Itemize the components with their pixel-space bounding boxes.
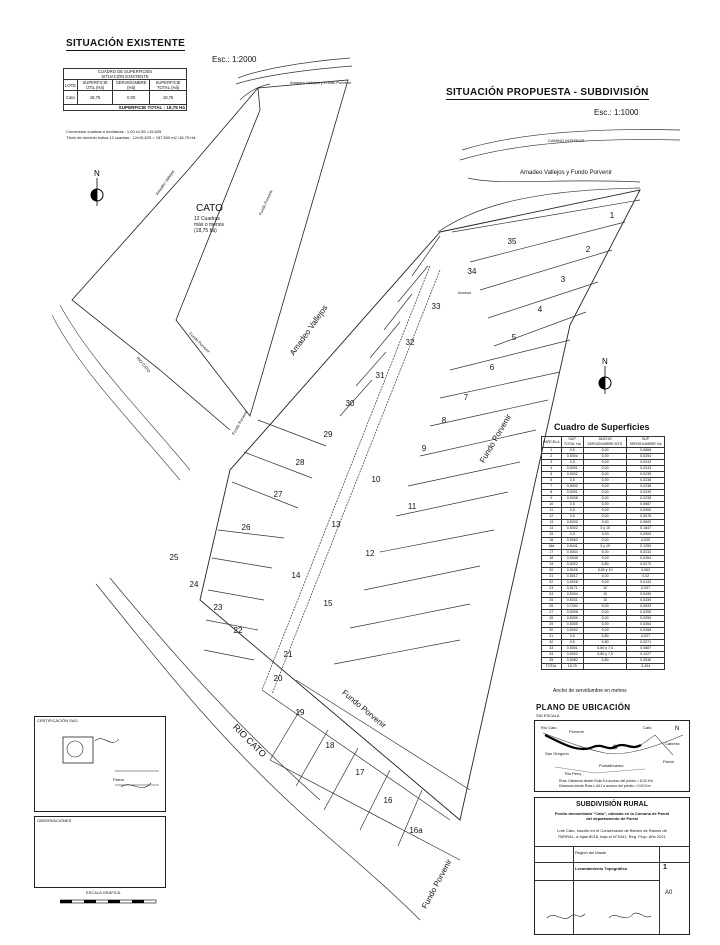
surface-cell: 5,80 y 7,5	[584, 646, 627, 652]
existing-cell-total: 18,75	[150, 91, 187, 105]
lot-25: 25	[169, 553, 179, 562]
location-note2: Distancia desde Ruta L-641 a acceso del predio = 0,00 Km	[559, 784, 651, 788]
surface-cell: 5,00	[584, 532, 627, 538]
surface-cell: 4	[542, 466, 562, 472]
lot-16a: 16a	[409, 826, 423, 835]
surface-cell: 5,00	[584, 580, 627, 586]
surface-cell: 0,5003	[561, 520, 584, 526]
surface-cell: 0,02	[627, 574, 665, 580]
surface-cell: 0,5000	[561, 484, 584, 490]
surface-cell: 0,0238	[627, 484, 665, 490]
surface-cell: 0,5004	[561, 592, 584, 598]
surface-cell: 5,80	[584, 640, 627, 646]
surface-cell: 5,00	[584, 622, 627, 628]
existing-rio: RIO CATO	[135, 355, 152, 374]
location-place-7: Rio Perq.	[565, 771, 582, 776]
proposed-road-fundo-bottom: Fundo Porvenir	[420, 857, 454, 911]
surfaces-th-parcela: PARCELA	[542, 437, 562, 448]
surface-cell: 5,80	[584, 634, 627, 640]
location-place-2: Cato	[643, 725, 652, 730]
signatures	[545, 908, 655, 928]
lot-29: 29	[323, 430, 333, 439]
surface-cell: 5	[542, 472, 562, 478]
surface-cell: 18	[542, 556, 562, 562]
surface-cell: 0,5	[561, 640, 584, 646]
surface-cell: 7	[542, 484, 562, 490]
surface-cell: 0,5082	[561, 658, 584, 664]
surface-cell: 20	[542, 568, 562, 574]
lot-32: 32	[405, 338, 415, 347]
surface-cell: 0,5008	[561, 496, 584, 502]
lot-3: 3	[560, 275, 566, 284]
lot-21: 21	[283, 650, 293, 659]
surface-cell: 0,5004	[561, 550, 584, 556]
surface-cell: 0,5001	[561, 466, 584, 472]
surface-cell: 0,5	[561, 502, 584, 508]
surface-cell: 0,5	[561, 532, 584, 538]
certification-label: CERTIFICACIÓN SAG	[37, 718, 78, 723]
lot-16: 16	[383, 796, 393, 805]
surface-cell: 5,00	[584, 484, 627, 490]
surface-cell: 15	[542, 532, 562, 538]
existing-road-fundo1: Fundo Porvenir	[257, 189, 274, 216]
surface-cell: 10	[584, 598, 627, 604]
surface-cell: 0,5004	[561, 454, 584, 460]
lot-35: 35	[507, 237, 517, 246]
surface-cell: 27	[542, 610, 562, 616]
surface-cell: 5,00	[584, 472, 627, 478]
surface-cell: 0,5006	[561, 610, 584, 616]
surface-cell: 9	[542, 496, 562, 502]
proposed-neighbor-top: Amadeo Vallejos y Fundo Porvenir	[520, 170, 612, 176]
surface-cell: 16a	[542, 544, 562, 550]
surface-cell: 19	[542, 562, 562, 568]
surface-cell: 33	[542, 646, 562, 652]
surface-cell: 0,5003	[561, 652, 584, 658]
surface-cell: 0,5002	[561, 472, 584, 478]
surface-cell: 23	[542, 586, 562, 592]
location-place-6: Puntalihuemo	[599, 763, 624, 768]
surface-cell: 21	[542, 574, 562, 580]
lot-28: 28	[295, 458, 305, 467]
lot-4: 4	[537, 305, 543, 314]
surface-cell: 0,1259	[627, 544, 665, 550]
lot-33: 33	[431, 302, 441, 311]
lot-11: 11	[407, 502, 417, 511]
lot-13: 13	[331, 520, 341, 529]
lot-31: 31	[375, 371, 385, 380]
surface-cell: 0,0243	[627, 466, 665, 472]
existing-th-util: SUPERFICIE ÚTIL (Há)	[77, 80, 112, 91]
surface-cell: 5,00	[584, 616, 627, 622]
surface-cell: 30	[542, 628, 562, 634]
surface-cell: 0,0264	[627, 622, 665, 628]
surface-cell: 0,5	[561, 634, 584, 640]
surface-cell: 0,5028	[561, 580, 584, 586]
surface-cell: 0,0243	[627, 460, 665, 466]
surface-cell: 0,0268	[627, 628, 665, 634]
surface-cell	[584, 664, 627, 670]
existing-cell-serv: 0,00	[113, 91, 150, 105]
surface-cell: 5,00	[584, 502, 627, 508]
surface-cell: 17	[542, 550, 562, 556]
surface-cell: TOTAL	[542, 664, 562, 670]
surface-cell: 5,00	[584, 448, 627, 454]
location-place-4: San Gregorio	[545, 751, 569, 756]
location-title: PLANO DE UBICACIÓN	[536, 703, 631, 712]
surface-cell: 12	[542, 514, 562, 520]
surface-cell: 8	[542, 490, 562, 496]
title-block-size: A0	[665, 890, 673, 896]
existing-lot-desc3: (18,75 há)	[194, 228, 217, 234]
lot-22: 22	[233, 626, 243, 635]
surface-cell: 0,025	[627, 538, 665, 544]
surface-cell: 5,80 y 10	[584, 568, 627, 574]
surface-cell: 29	[542, 622, 562, 628]
location-place-5: Parral	[663, 759, 674, 764]
surface-cell: 32	[542, 640, 562, 646]
location-scale: SIN ESCALA	[536, 713, 560, 718]
existing-cell-util: 18,75	[77, 91, 112, 105]
surface-cell: 0,0238	[627, 478, 665, 484]
surface-cell: 5,00	[584, 466, 627, 472]
surface-cell: 5,00	[584, 550, 627, 556]
surface-cell: 26	[542, 604, 562, 610]
north-arrow-icon	[596, 356, 614, 396]
existing-lot-name: CATO	[196, 203, 223, 214]
surface-cell: 14	[542, 526, 562, 532]
surface-cell: 0,0239	[627, 490, 665, 496]
surface-cell: 10	[584, 586, 627, 592]
observaciones-box	[34, 816, 166, 888]
existing-note2: Título de dominio indica 12 cuadras : 12x15,625 = 187.500 m2 /18,75 Há	[66, 135, 196, 140]
proposed-road-fundo-right: Fundo Porvenir	[478, 412, 514, 465]
lot-12: 12	[365, 549, 375, 558]
surface-cell: 0,0235	[627, 472, 665, 478]
surface-cell: 25	[542, 598, 562, 604]
surface-cell: 35	[542, 658, 562, 664]
surface-cell: 5,00	[584, 508, 627, 514]
existing-title: SITUACIÓN EXISTENTE	[66, 38, 186, 49]
surface-cell: 16	[542, 538, 562, 544]
existing-cell-lote: Cato	[64, 91, 78, 105]
surfaces-table	[541, 436, 665, 670]
surfaces-th-ancho: ANCHO SERVIDUMBRE MTS.	[584, 437, 627, 448]
surfaces-th-supserv: SUP. SERVIDUMBRE Há	[627, 437, 665, 448]
surface-cell: 0,037	[627, 586, 665, 592]
lot-5: 5	[511, 333, 517, 342]
surface-cell: 22	[542, 580, 562, 586]
existing-scale: Esc.: 1:2000	[212, 55, 257, 64]
surface-cell: 0,0339	[627, 598, 665, 604]
existing-th-total: SUPERFICIE TOTAL (Há)	[150, 80, 187, 91]
surface-cell: 5,00	[584, 574, 627, 580]
surface-cell: 0,5	[561, 460, 584, 466]
surface-cell: 0,0868	[627, 448, 665, 454]
lot-19: 19	[295, 708, 305, 717]
surface-cell: 0,0255	[627, 610, 665, 616]
surface-row	[542, 664, 665, 670]
existing-total: SUPERFICIE TOTAL : 18,75 Há	[64, 105, 187, 111]
surface-cell: 0,5171	[561, 586, 584, 592]
svg-text:N: N	[94, 169, 100, 178]
existing-road-fundo3: Fundo Porvenir	[230, 409, 249, 436]
lot-8: 8	[441, 416, 447, 425]
proposed-scale: Esc.: 1:1000	[594, 108, 639, 117]
surface-cell: 0,5005	[561, 622, 584, 628]
proposed-road-amadeo: Amadeo Vallejos	[288, 303, 330, 358]
surface-cell: 5,00	[584, 538, 627, 544]
surface-cell: 5,00	[584, 496, 627, 502]
existing-lot-desc1: 12 Cuadras	[194, 216, 220, 222]
surface-cell: 2	[542, 454, 562, 460]
surface-cell: 11	[542, 508, 562, 514]
surface-cell: 0,5001	[561, 490, 584, 496]
surface-cell: 0,5009	[561, 616, 584, 622]
surface-cell: 0,5017	[561, 574, 584, 580]
surface-cell: 34	[542, 652, 562, 658]
title-block-title: SUBDIVISIÓN RURAL	[576, 801, 648, 808]
surface-cell: 5,00	[584, 628, 627, 634]
proposed-rio: RIO CATO	[230, 722, 269, 760]
lot-14: 14	[291, 571, 301, 580]
surface-cell: 0,0076	[627, 514, 665, 520]
surface-cell: 0,0060	[627, 508, 665, 514]
lot-23: 23	[213, 603, 223, 612]
surface-cell: 0,5022	[561, 562, 584, 568]
surface-cell: 0,7494	[561, 604, 584, 610]
existing-th-lote: LOTE	[64, 80, 78, 91]
surface-cell: 5,00	[584, 454, 627, 460]
surface-cell: 0,5	[561, 478, 584, 484]
surface-cell: 5,00	[584, 490, 627, 496]
surface-cell: 5,00	[584, 604, 627, 610]
proposed-road-fundo-mid: Fundo Porvenir	[340, 688, 388, 731]
surface-cell: 3 y 10	[584, 544, 627, 550]
lot-24: 24	[189, 580, 199, 589]
surface-cell: 0,5002	[561, 628, 584, 634]
surface-cell: 3,454	[627, 664, 665, 670]
surface-cell: 0,5025	[561, 568, 584, 574]
surface-cell: 6	[542, 478, 562, 484]
lot-17: 17	[355, 768, 365, 777]
surface-cell: 0,0887	[627, 646, 665, 652]
surfaces-th-sup: SUP. TOTAL Há	[561, 437, 584, 448]
surface-cell: 0,5031	[561, 598, 584, 604]
existing-table-caption1: CUADRO DE SUPERFICIES	[97, 69, 153, 74]
surface-cell: 0,5049	[561, 556, 584, 562]
surface-cell: 0,8441	[561, 544, 584, 550]
surface-cell: 5,00	[584, 556, 627, 562]
title-block-desc1: Predio denominado "Cato", ubicado en la Comuna de Parral	[554, 811, 670, 816]
proposed-road-top: CAMINO INTERIOR	[548, 138, 585, 143]
location-place-1: Porvenir	[569, 729, 584, 734]
surface-cell: 5,00	[584, 514, 627, 520]
surface-cell: 0,0687	[627, 502, 665, 508]
lot-1: 1	[609, 211, 615, 220]
surface-cell: 0,0133	[627, 580, 665, 586]
surface-cell: 0,0264	[627, 556, 665, 562]
surface-cell: 10	[542, 502, 562, 508]
lot-2: 2	[585, 245, 591, 254]
surface-cell: 5,00	[584, 478, 627, 484]
proposed-title: SITUACIÓN PROPUESTA - SUBDIVISIÓN	[446, 87, 649, 98]
surface-cell: 0,0272	[627, 562, 665, 568]
existing-table-caption2: SITUACIÓN EXISTENTE	[101, 74, 149, 79]
surface-cell: 0,5063	[561, 538, 584, 544]
surfaces-note: Ancho de servidumbre en metros	[553, 688, 627, 694]
surface-cell: 0,0238	[627, 496, 665, 502]
sag-stamp	[55, 729, 165, 809]
lot-20: 20	[273, 674, 283, 683]
lot-10: 10	[371, 475, 381, 484]
surface-cell: 3	[542, 460, 562, 466]
lot-6: 6	[489, 363, 495, 372]
surface-cell: 0,0271	[627, 640, 665, 646]
surface-cell: 0,5	[561, 514, 584, 520]
surface-cell: 0,1847	[627, 526, 665, 532]
existing-road-left: Amadeo Vallejos	[154, 168, 176, 197]
surface-cell: 0,0536	[627, 658, 665, 664]
surface-cell: 0,0633	[627, 604, 665, 610]
location-place-0: Rio Cato	[541, 725, 557, 730]
location-place-3: Cabrera	[665, 741, 680, 746]
scale-bar-label: ESCALA GRÁFICA	[86, 890, 121, 895]
surface-cell: 0,0233	[627, 550, 665, 556]
surface-cell: 5,00	[584, 610, 627, 616]
surface-cell: 0,1227	[627, 652, 665, 658]
surface-cell: 0,0255	[627, 616, 665, 622]
surface-cell: 0,0430	[627, 592, 665, 598]
surface-cell: 5,00	[584, 520, 627, 526]
surface-cell: 0,062	[627, 568, 665, 574]
surface-cell: 13	[542, 520, 562, 526]
proposed-acceso: Acceso	[458, 290, 472, 295]
surface-cell: 10	[584, 592, 627, 598]
lot-27: 27	[273, 490, 283, 499]
title-block-desc4: PARRAL, a fojas 8018, bajo el N°5441, Reg. Prop. Año 2021	[558, 834, 666, 839]
lot-15: 15	[323, 599, 333, 608]
lot-7: 7	[463, 393, 469, 402]
surface-cell: 0,5002	[561, 526, 584, 532]
scale-bar	[60, 898, 160, 908]
location-north-icon: N	[675, 726, 680, 732]
surface-cell: 5,80 y 7,5	[584, 652, 627, 658]
title-block	[534, 797, 690, 935]
lot-26: 26	[241, 523, 251, 532]
title-block-region: Región del Maule	[575, 850, 607, 855]
surface-cell: 0,0909	[627, 532, 665, 538]
surface-cell: 18,75	[561, 664, 584, 670]
lot-34: 34	[467, 267, 477, 276]
surface-cell: 3 y 10	[584, 526, 627, 532]
surface-cell: 1	[542, 448, 562, 454]
lot-9: 9	[421, 444, 427, 453]
surface-cell: 0,027	[627, 634, 665, 640]
surface-cell: 0,5	[561, 448, 584, 454]
title-block-work: Levantamiento Topográfico	[575, 866, 628, 871]
surface-cell: 5,80	[584, 658, 627, 664]
surfaces-title: Cuadro de Superficies	[554, 422, 650, 432]
existing-lot-desc2: más o menos	[194, 222, 225, 228]
svg-text:N: N	[602, 357, 608, 366]
surface-cell: 0,0254	[627, 454, 665, 460]
surface-cell: 0,5	[561, 508, 584, 514]
lot-18: 18	[325, 741, 335, 750]
surface-cell: 28	[542, 616, 562, 622]
surface-cell: 31	[542, 634, 562, 640]
certification-box	[34, 716, 166, 812]
surface-cell: 0,0609	[627, 520, 665, 526]
lot-30: 30	[345, 399, 355, 408]
existing-th-serv: SERVIDUMBRE (Há)	[113, 80, 150, 91]
location-note1: Ruta: Distancia desde Ruta 5 a acceso del predio = 8,02 Km	[559, 779, 653, 783]
existing-road-top: Amadeo Vallejos y Fundo Porvenir	[290, 80, 352, 85]
observaciones-label: OBSERVACIONES	[37, 818, 72, 823]
stamp-text: Parral	[113, 777, 124, 782]
existing-road-fundo2: Fundo Porvenir	[188, 331, 212, 354]
surface-cell: 5,80	[584, 562, 627, 568]
surface-cell: 0,5001	[561, 646, 584, 652]
surface-cell: 5,00	[584, 460, 627, 466]
existing-note1: Conversión cuadras a hectáreas : 1,00 x1,55 =15,625	[66, 129, 162, 134]
title-block-desc3: Lote Cato, inscrito en el Conservador de Bienes de Raíces de	[557, 828, 667, 833]
surface-cell: 24	[542, 592, 562, 598]
title-block-sheet: 1	[663, 864, 667, 871]
title-block-desc2: del departamento de Parral	[586, 816, 638, 821]
location-map	[534, 720, 690, 792]
